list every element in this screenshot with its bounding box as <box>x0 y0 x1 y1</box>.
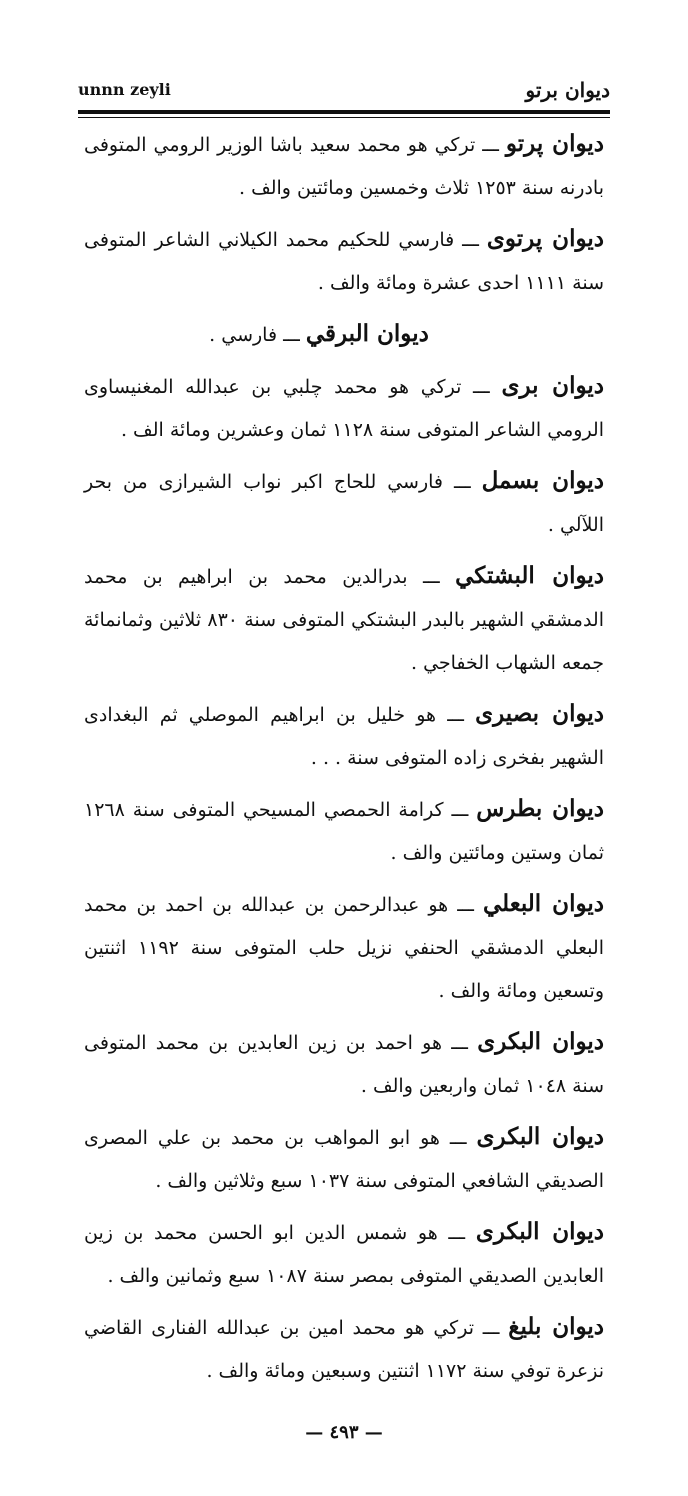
entry-title: ديوان البكرى <box>475 1218 605 1245</box>
entry-text: ـــ هو احمد بن زين العابدين بن محمد المتوفى سنة ١٠٤٨ ثمان واربعين والف . <box>84 1032 604 1097</box>
entry-title: ديوان بسمل <box>481 467 604 494</box>
entry <box>84 1115 604 1203</box>
entry-text: ـــ فارسي . <box>209 324 306 346</box>
header-rule-thin <box>78 117 610 118</box>
entry <box>84 1210 604 1298</box>
entry <box>84 459 604 547</box>
entry-text: ـــ هو عبدالرحمن بن عبدالله بن احمد بن محمد البعلي الدمشقي الحنفي نزيل حلب المتوفى سنة ١١٩٢ اثنتين وتسعين ومائة والف . <box>84 894 604 1002</box>
running-header-latin: unnn zeyli <box>78 80 171 99</box>
entry-title: ديوان بليغ <box>508 1313 604 1340</box>
entry-text: ـــ هو شمس الدين ابو الحسن محمد بن زين العابدين الصديقي المتوفى بمصر سنة ١٠٨٧ سبع وثمانين والف . <box>84 1222 604 1287</box>
entry-text: ـــ هو خليل بن ابراهيم الموصلي ثم البغدادى الشهير بفخرى زاده المتوفى سنة . . . <box>84 704 604 769</box>
running-header-arabic: ديوان برتو <box>525 78 610 102</box>
page-number: — ٤٩٣ — <box>305 1422 383 1443</box>
entry-title: ديوان بصيرى <box>475 700 604 727</box>
entry-text: ـــ كرامة الحمصي المسيحي المتوفى سنة ١٢٦٨ ثمان وستين ومائتين والف . <box>84 799 604 864</box>
entry-title: ديوان برى <box>501 372 604 399</box>
entry <box>84 1020 604 1108</box>
entries-list <box>84 122 604 1400</box>
entry <box>84 364 604 452</box>
entry-text: ـــ تركي هو محمد امين بن عبدالله الفنارى القاضي نزعرة توفي سنة ١١٧٢ اثنتين وسبعين ومائة والف . <box>84 1317 604 1382</box>
header-rule-thick <box>78 110 610 114</box>
entry <box>84 312 604 357</box>
entry-title: ديوان پرتوى <box>486 225 604 252</box>
entry-text: ـــ تركي هو محمد سعيد باشا الوزير الرومي المتوفى بادرنه سنة ١٢٥٣ ثلاث وخمسين ومائتين والف . <box>84 134 604 199</box>
entry-title: ديوان البكرى <box>476 1123 604 1150</box>
entry <box>84 217 604 305</box>
entry-text: ـــ فارسي للحاج اكبر نواب الشيرازى من بحر اللآلي . <box>84 471 604 536</box>
entry <box>84 1305 604 1393</box>
entry-title: ديوان البرقي <box>305 320 429 347</box>
entry <box>84 692 604 780</box>
entry <box>84 122 604 210</box>
entry <box>84 787 604 875</box>
entry-text: ـــ بدرالدين محمد بن ابراهيم بن محمد الدمشقي الشهير بالبدر البشتكي المتوفى سنة ٨٣٠ ثلاثين وثمانمائة جمعه الشهاب الخفاجي . <box>84 566 604 674</box>
entry-title: ديوان پرتو <box>505 130 604 157</box>
entry-title: ديوان بطرس <box>476 795 604 822</box>
entry-text: ـــ هو ابو المواهب بن محمد بن علي المصرى الصديقي الشافعي المتوفى سنة ١٠٣٧ سبع وثلاثين والف . <box>84 1127 604 1192</box>
entry-title: ديوان البعلي <box>482 890 604 917</box>
entry-text: ـــ فارسي للحكيم محمد الكيلاني الشاعر المتوفى سنة ١١١١ احدى عشرة ومائة والف . <box>84 229 604 294</box>
entry <box>84 554 604 685</box>
entry-title: ديوان البشتكي <box>455 562 605 589</box>
entry <box>84 882 604 1013</box>
entry-text: ـــ تركي هو محمد چلبي بن عبدالله المغنيساوى الرومي الشاعر المتوفى سنة ١١٢٨ ثمان وعشرين ومائة الف . <box>84 376 604 441</box>
entry-title: ديوان البكرى <box>477 1028 604 1055</box>
